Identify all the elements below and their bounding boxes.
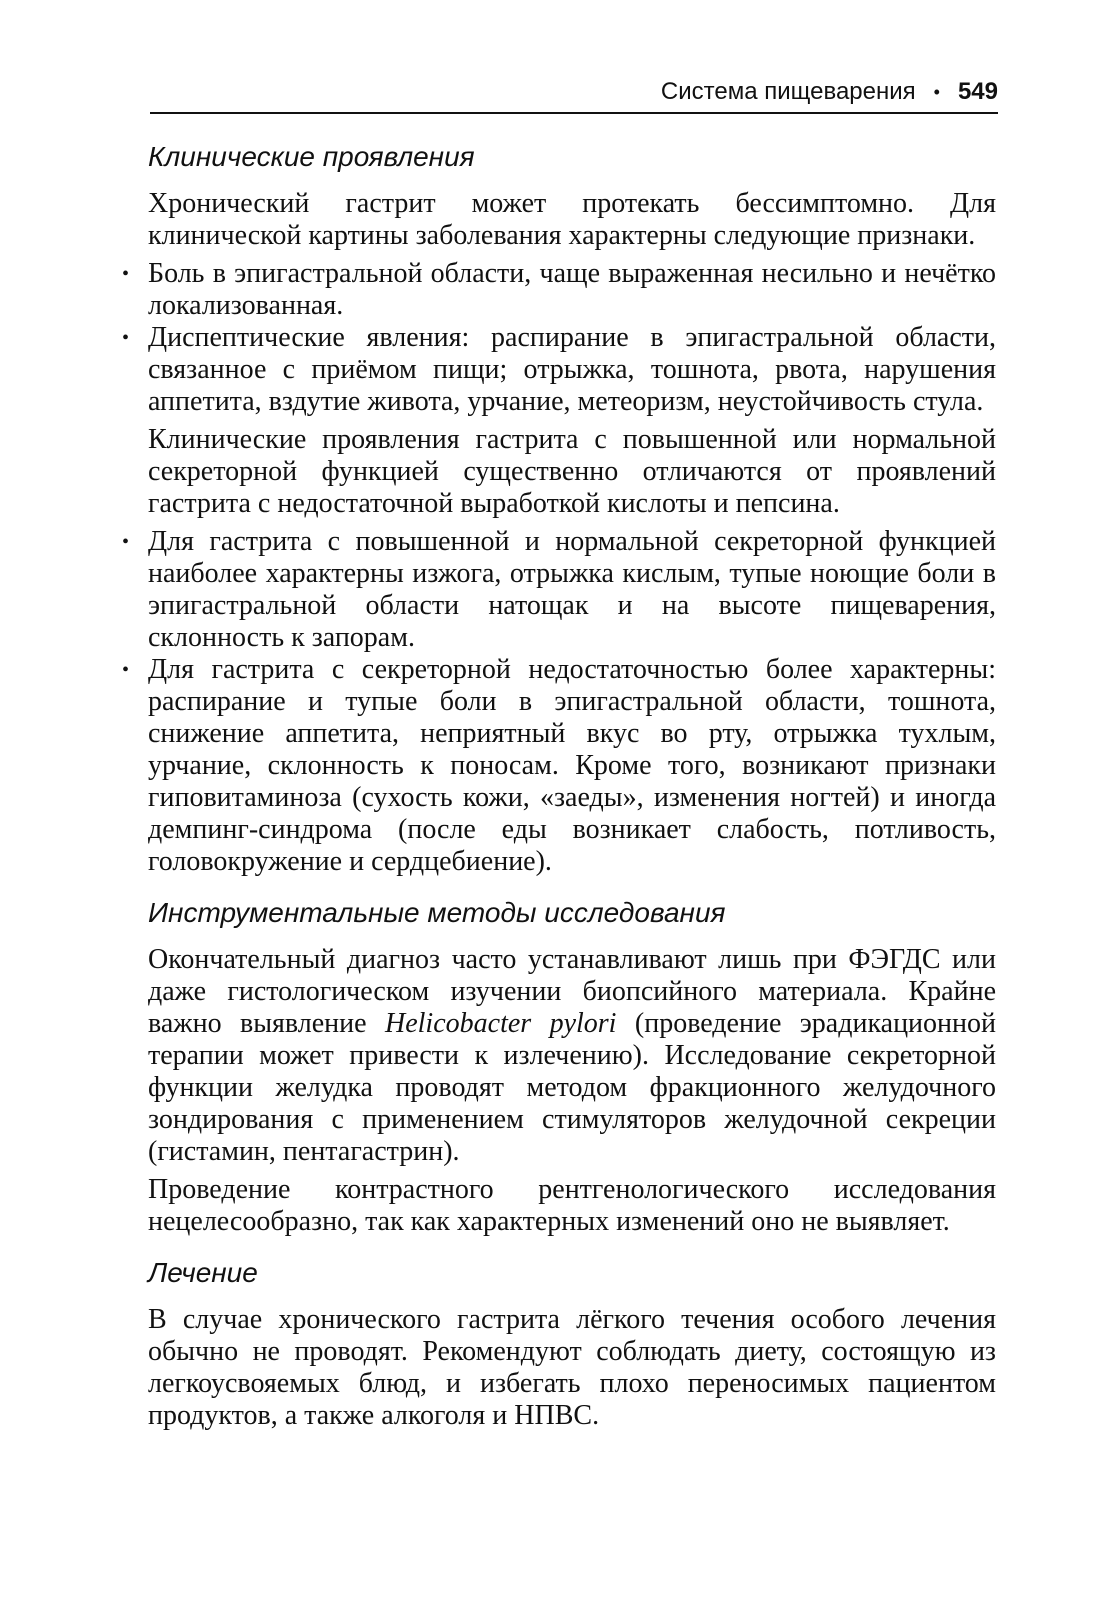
- list-item: [122, 322, 996, 418]
- list-item-text: Боль в эпигастральной области, чаще выраженная несильно и нечётко локализованная.: [148, 258, 996, 321]
- paragraph: В случае хронического гастрита лёгкого течения особого лечения обычно не проводят. Рекомендуют соблюдать диету, состоящую из легкоусвояемых блюд, и избегать плохо переносимых пациентом продуктов, а также алкоголя и НПВС.: [148, 1304, 996, 1431]
- bullet-list: [122, 526, 996, 878]
- list-item-text: Для гастрита с секреторной недостаточностью более характерны: распирание и тупые боли в эпигастральной области, тошнота, снижение аппетита, неприятный вкус во рту, отрыжка тухлым, урчание, склонность к поносам. Кроме того, возникают признаки гиповитаминоза (сухость кожи, «заеды», изменения ногтей) и иногда демпинг-синдрома (после еды возникает слабость, потливость, головокружение и сердцебиение).: [148, 654, 996, 877]
- paragraph: Хронический гастрит может протекать бессимптомно. Для клинической картины заболевания характерны следующие признаки.: [148, 188, 996, 251]
- running-head: [150, 72, 998, 114]
- list-item: [122, 258, 996, 322]
- bullet-marker: •: [122, 531, 130, 553]
- chapter-title: Система пищеварения: [660, 78, 916, 105]
- list-item-text: Диспептические явления: распирание в эпигастральной области, связанное с приёмом пищи; отрыжка, тошнота, рвота, нарушения аппетита, вздутие живота, урчание, метеоризм, неустойчивость стула.: [148, 322, 996, 417]
- paragraph-text: (проведение эрадикационной терапии может привести к излечению). Исследование секреторной функции желудка проводят методом фракционного желудочного зондирования с применением стимуляторов желудочной секреции (гистамин, пентагастрин).: [148, 1008, 996, 1167]
- list-item: [122, 526, 996, 654]
- list-item: [122, 654, 996, 878]
- paragraph-text: Окончательный диагноз часто устанавливают лишь при ФЭГДС или даже гистологическом изучении биопсийного материала. Крайне важно выявление: [148, 944, 996, 1039]
- page-number: 549: [957, 78, 998, 105]
- bullet-marker: •: [122, 263, 130, 285]
- section-heading-clinical: Клинические проявления: [148, 141, 475, 172]
- section-heading-treatment: Лечение: [148, 1257, 258, 1288]
- bullet-marker: •: [122, 659, 130, 681]
- species-name: Helicobacter pylori: [385, 1008, 617, 1039]
- paragraph: [148, 944, 996, 1168]
- bullet-list: [122, 258, 996, 418]
- bullet-marker: •: [122, 327, 130, 349]
- header-separator: •: [933, 81, 940, 102]
- paragraph: Проведение контрастного рентгенологического исследования нецелесообразно, так как характерных изменений оно не выявляет.: [148, 1174, 996, 1237]
- list-item-text: Для гастрита с повышенной и нормальной секреторной функцией наиболее характерны изжога, отрыжка кислым, тупые ноющие боли в эпигастральной области натощак и на высоте пищеварения, склонность к запорам.: [148, 526, 996, 653]
- section-heading-instrumental: Инструментальные методы исследования: [148, 897, 726, 928]
- paragraph: Клинические проявления гастрита с повышенной или нормальной секреторной функцией существенно отличаются от проявлений гастрита с недостаточной выработкой кислоты и пепсина.: [148, 424, 996, 519]
- page-content: [122, 140, 996, 1438]
